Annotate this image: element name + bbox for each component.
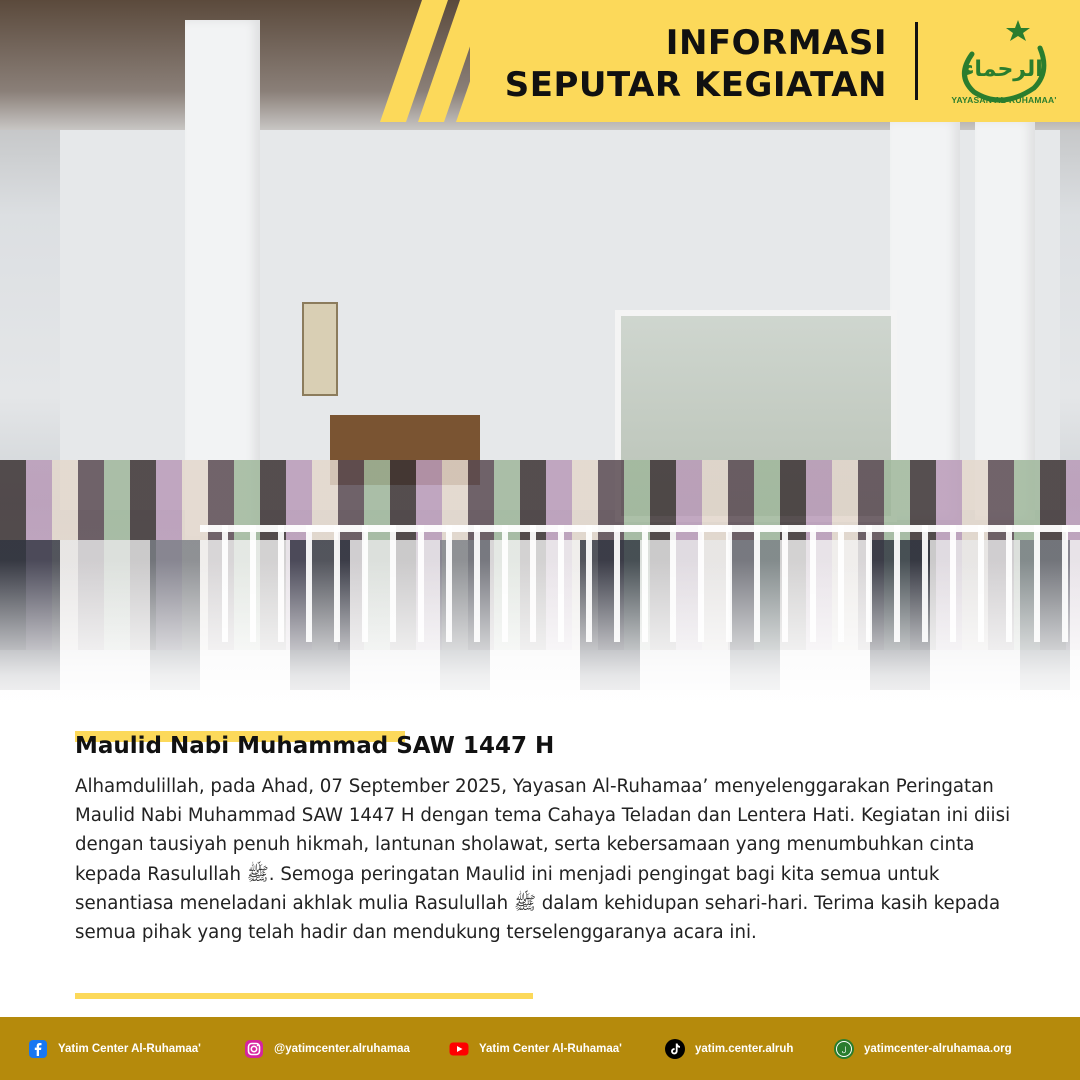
- article-underline: [75, 993, 533, 999]
- footer-youtube-label: Yatim Center Al-Ruhamaa': [479, 1043, 622, 1055]
- header-title-line1: INFORMASI: [665, 23, 887, 63]
- header-title: [495, 22, 887, 106]
- footer-website[interactable]: [834, 1039, 1012, 1059]
- photo-wall-hanging: [302, 302, 338, 396]
- svg-text:ل: ل: [841, 1046, 847, 1054]
- tiktok-icon: [665, 1039, 685, 1059]
- footer-website-label: yatimcenter-alruhamaa.org: [864, 1043, 1012, 1055]
- logo-caption: YAYASAN AL-RUHAMAA': [951, 95, 1057, 105]
- footer-instagram-label: @yatimcenter.alruhamaa: [274, 1043, 410, 1055]
- logo-arabic-text: الرحماء: [963, 57, 1043, 82]
- website-icon: [834, 1039, 854, 1059]
- footer-facebook-label: Yatim Center Al-Ruhamaa': [58, 1043, 201, 1055]
- photo-fade: [0, 560, 1080, 720]
- header-divider: [915, 22, 918, 100]
- article-body: Alhamdulillah, pada Ahad, 07 September 2025, Yayasan Al-Ruhamaa’ menyelenggarakan Peringatan Maulid Nabi Muhammad SAW 1447 H dengan tema Cahaya Teladan dan Lentera Hati. Kegiatan ini diisi dengan tausiyah penuh hikmah, lantunan sholawat, serta kebersamaan yang menumbuhkan cinta kepada Rasulullah ﷺ. Semoga peringatan Maulid ini menjadi pengingat bagi kita semua untuk senantiasa meneladani akhlak mulia Rasulullah ﷺ dalam kehidupan sehari-hari. Terima kasih kepada semua pihak yang telah hadir dan mendukung terselenggaranya acara ini.: [75, 776, 1011, 944]
- instagram-icon: [244, 1039, 264, 1059]
- footer-instagram[interactable]: [244, 1039, 410, 1059]
- header-title-line2: SEPUTAR KEGIATAN: [504, 65, 887, 105]
- footer-facebook[interactable]: [28, 1039, 201, 1059]
- youtube-icon: [449, 1039, 469, 1059]
- footer-tiktok-label: yatim.center.alruh: [695, 1043, 794, 1055]
- facebook-icon: [28, 1039, 48, 1059]
- footer-tiktok[interactable]: [665, 1039, 793, 1059]
- footer-youtube[interactable]: [449, 1039, 622, 1059]
- article-title: Maulid Nabi Muhammad SAW 1447 H: [75, 733, 555, 759]
